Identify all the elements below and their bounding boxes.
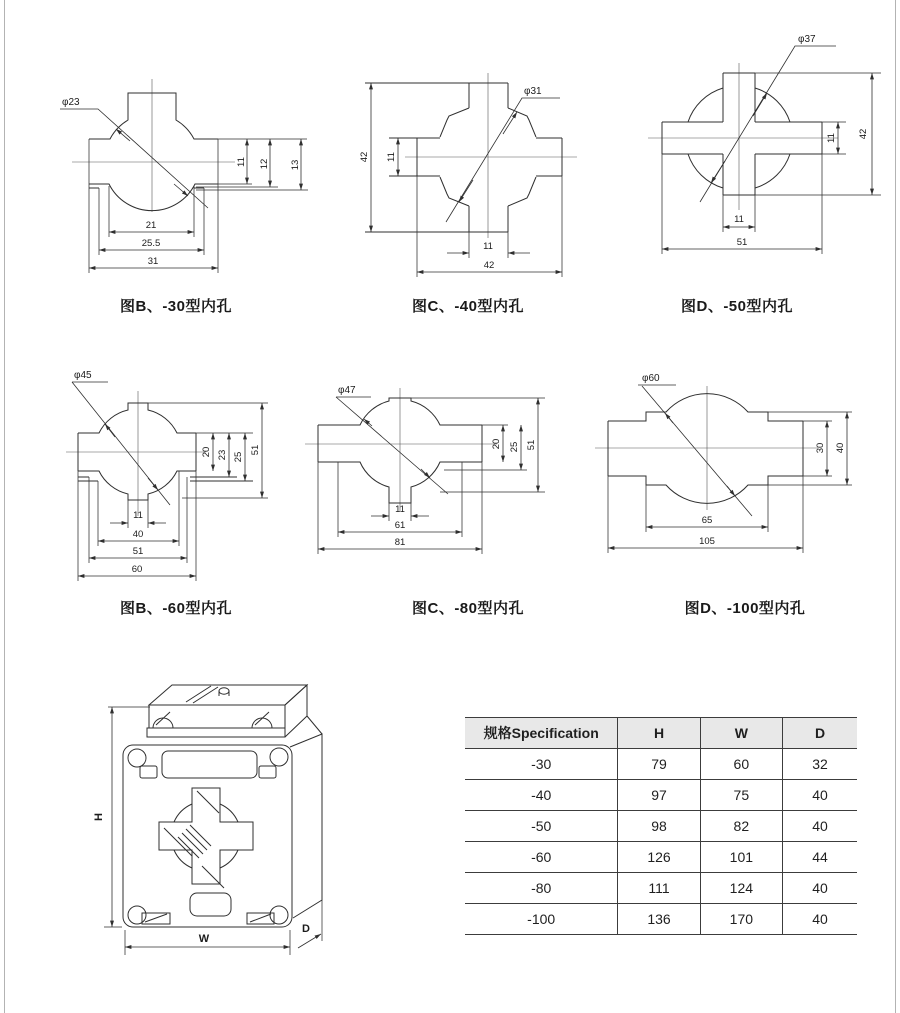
dim-label: 25: [233, 451, 244, 463]
table-row: [465, 842, 857, 873]
dim-label: 12: [259, 158, 270, 170]
b30-extension-lines: [89, 139, 308, 273]
b60-diameter-leader: [72, 370, 170, 505]
table-row: [465, 904, 857, 935]
spec-cell: 44: [783, 842, 858, 873]
c80-diameter-leader: [336, 385, 448, 494]
spec-cell: 75: [700, 780, 782, 811]
dim-label: 42: [483, 260, 495, 271]
figure-c40-drawing: [340, 60, 600, 295]
spec-cell: 82: [700, 811, 782, 842]
dim-label: 30: [815, 442, 826, 454]
diameter-label: φ31: [524, 86, 542, 97]
dim-label: 25: [509, 441, 520, 453]
dim-label-w: W: [198, 933, 210, 945]
d100-dimensions: [608, 412, 847, 548]
dim-label: 40: [132, 529, 144, 540]
page-left-border: [4, 0, 5, 1013]
dim-label: 11: [386, 152, 397, 162]
spec-header-h: H: [618, 718, 700, 749]
caption-b30: 图B、-30型内孔: [119, 298, 232, 315]
diameter-label: φ47: [338, 385, 356, 396]
dim-label: 42: [858, 128, 869, 140]
c80-extension-lines: [318, 398, 545, 554]
specification-table: [465, 717, 857, 935]
d50-dimensions: [662, 73, 872, 249]
spec-cell: 126: [618, 842, 700, 873]
dim-label-d: D: [302, 923, 310, 935]
figure-b60-drawing: [40, 360, 300, 595]
spec-header-specification: 规格Specification: [465, 718, 618, 749]
c80-centerlines: [305, 388, 497, 511]
d50-centerlines: [648, 63, 838, 210]
b30-dimensions: [89, 139, 301, 268]
spec-cell: 136: [618, 904, 700, 935]
spec-cell: 60: [700, 749, 782, 780]
dim-label: 51: [250, 444, 261, 456]
dim-label: 51: [526, 439, 537, 451]
dim-label: 60: [131, 564, 143, 575]
spec-cell: 124: [700, 873, 782, 904]
spec-cell: 32: [783, 749, 858, 780]
caption-d100: 图D、-100型内孔: [684, 600, 806, 617]
dim-label: 11: [236, 157, 247, 167]
dim-label: 25.5: [141, 238, 161, 249]
diameter-label: φ60: [642, 373, 660, 384]
spec-cell: 101: [700, 842, 782, 873]
b30-outline: [89, 93, 218, 211]
spec-cell: 40: [783, 904, 858, 935]
dim-label: 20: [491, 438, 502, 450]
spec-cell: -40: [465, 780, 618, 811]
spec-header-d: D: [783, 718, 858, 749]
figure-b30-drawing: [40, 60, 320, 295]
dim-label: 42: [359, 151, 370, 163]
dim-label: 61: [394, 520, 406, 531]
transformer-outline-drawing: [80, 670, 350, 970]
diameter-label: φ45: [74, 370, 92, 381]
spec-cell: -100: [465, 904, 618, 935]
spec-cell: -80: [465, 873, 618, 904]
diameter-label: φ37: [798, 34, 816, 45]
dim-label: 40: [835, 442, 846, 454]
table-row: [465, 749, 857, 780]
table-row: [465, 811, 857, 842]
d100-outline: [608, 394, 803, 504]
c40-diameter-leader: [446, 86, 560, 222]
b60-extension-lines: [78, 403, 268, 581]
caption-b60: 图B、-60型内孔: [119, 600, 232, 617]
center-cross-window: [159, 788, 253, 888]
table-row: [465, 780, 857, 811]
b30-centerlines: [72, 79, 235, 212]
c80-dimensions: [318, 398, 538, 549]
spec-cell: -50: [465, 811, 618, 842]
dim-label: 21: [145, 220, 157, 231]
d100-extension-lines: [608, 412, 852, 553]
caption-c40: 图C、-40型内孔: [411, 298, 524, 315]
spec-cell: 111: [618, 873, 700, 904]
dim-label: 20: [201, 446, 212, 458]
dim-label: 65: [701, 515, 713, 526]
d50-diameter-leader: [700, 34, 836, 202]
b60-dimensions: [78, 403, 262, 576]
spec-cell: -60: [465, 842, 618, 873]
figure-d50-drawing: [630, 25, 900, 295]
b60-centerlines: [66, 391, 206, 516]
b30-diameter-leader: [60, 97, 208, 208]
dim-label: 13: [290, 159, 301, 171]
dim-label-h: H: [93, 813, 105, 821]
dim-label: 11: [133, 510, 143, 521]
dim-label: 51: [132, 546, 144, 557]
spec-cell: 79: [618, 749, 700, 780]
dim-label: 51: [736, 237, 748, 248]
d50-extension-lines: [662, 73, 881, 254]
spec-cell: 97: [618, 780, 700, 811]
dim-label: 105: [699, 536, 715, 547]
spec-cell: 98: [618, 811, 700, 842]
spec-cell: 40: [783, 811, 858, 842]
table-row: [465, 873, 857, 904]
spec-header-row: [465, 718, 857, 749]
caption-c80: 图C、-80型内孔: [411, 600, 524, 617]
figure-d100-drawing: [590, 360, 880, 595]
terminal-block: [147, 685, 307, 737]
spec-cell: -30: [465, 749, 618, 780]
dim-label: 81: [394, 537, 406, 548]
dim-label: 31: [147, 256, 159, 267]
dim-label: 23: [217, 449, 228, 461]
spec-cell: 170: [700, 904, 782, 935]
spec-cell: 40: [783, 780, 858, 811]
dim-label: 11: [483, 241, 493, 252]
dim-label: 11: [826, 133, 837, 143]
diameter-label: φ23: [62, 97, 80, 108]
d50-outline: [662, 73, 822, 195]
caption-d50: 图D、-50型内孔: [680, 298, 793, 315]
figure-c80-drawing: [300, 360, 570, 595]
spec-header-w: W: [700, 718, 782, 749]
dim-label: 11: [395, 504, 405, 515]
d100-centerlines: [595, 386, 818, 510]
spec-cell: 40: [783, 873, 858, 904]
dim-label: 11: [734, 214, 744, 225]
